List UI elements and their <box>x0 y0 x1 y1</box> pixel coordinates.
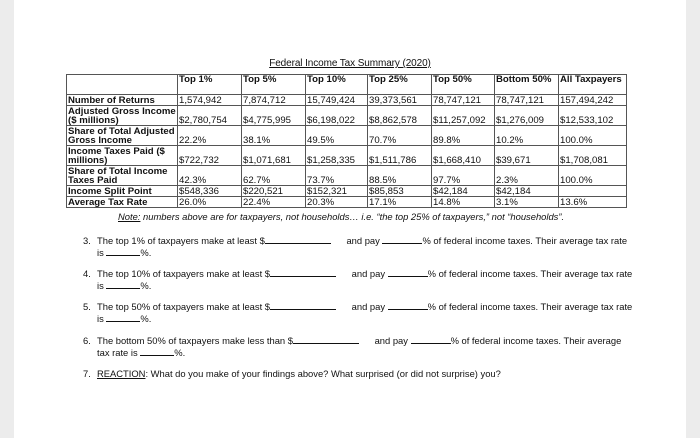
table-cell: 157,494,242 <box>559 95 627 106</box>
row-label: Income Split Point <box>67 186 178 197</box>
question-5 <box>83 301 643 324</box>
question-text: The top 1% of taxpayers make at least $ <box>97 235 265 246</box>
table-cell: $85,853 <box>368 186 432 197</box>
tax-summary-table <box>66 74 627 208</box>
table-cell: 3.1% <box>495 197 559 208</box>
table-cell: $1,071,681 <box>242 146 306 166</box>
answer-blank[interactable] <box>270 268 336 277</box>
answer-blank[interactable] <box>140 347 174 356</box>
question-text: is <box>97 312 104 324</box>
question-text: is <box>97 279 104 291</box>
answer-blank[interactable] <box>293 335 359 344</box>
question-number: 4. <box>83 268 91 279</box>
table-cell: $8,862,578 <box>368 106 432 126</box>
table-cell: $42,184 <box>495 186 559 197</box>
column-header: Top 25% <box>368 75 432 95</box>
question-text: and pay <box>346 235 380 246</box>
question-text: %. <box>140 279 152 291</box>
table-cell: 88.5% <box>368 166 432 186</box>
question-text: % of federal income taxes. Their average <box>450 335 622 346</box>
answer-blank[interactable] <box>106 247 140 256</box>
column-header: All Taxpayers <box>559 75 627 95</box>
table-cell: 15,749,424 <box>306 95 368 106</box>
answer-blank[interactable] <box>382 235 422 244</box>
table-header-row <box>67 75 627 95</box>
table-cell: 20.3% <box>306 197 368 208</box>
column-header: Bottom 50% <box>495 75 559 95</box>
table-cell: 7,874,712 <box>242 95 306 106</box>
question-4 <box>83 268 643 291</box>
question-number: 7. <box>83 368 91 379</box>
question-text: tax rate is <box>97 346 138 358</box>
table-row <box>67 197 627 208</box>
question-3 <box>83 235 643 258</box>
table-cell: 26.0% <box>178 197 242 208</box>
question-text: and pay <box>374 335 408 346</box>
table-cell: 13.6% <box>559 197 627 208</box>
table-row <box>67 166 627 186</box>
table-cell: 17.1% <box>368 197 432 208</box>
table-cell: 42.3% <box>178 166 242 186</box>
table-cell: $2,780,754 <box>178 106 242 126</box>
question-number: 6. <box>83 335 91 346</box>
table-cell: $4,775,995 <box>242 106 306 126</box>
table-cell: 62.7% <box>242 166 306 186</box>
table-cell: 39,373,561 <box>368 95 432 106</box>
question-text: The top 10% of taxpayers make at least $ <box>97 268 271 279</box>
table-row <box>67 106 627 126</box>
table-row <box>67 186 627 197</box>
table-cell: $1,668,410 <box>432 146 495 166</box>
table-cell: $1,258,335 <box>306 146 368 166</box>
question-6 <box>83 335 643 358</box>
table-cell: 22.4% <box>242 197 306 208</box>
question-text: %. <box>174 346 186 358</box>
answer-blank[interactable] <box>411 335 451 344</box>
table-cell: $6,198,022 <box>306 106 368 126</box>
question-text: and pay <box>351 301 386 312</box>
table-cell: $42,184 <box>432 186 495 197</box>
answer-blank[interactable] <box>106 313 140 322</box>
table-cell: $152,321 <box>306 186 368 197</box>
table-cell: 1,574,942 <box>178 95 242 106</box>
table-cell: 97.7% <box>432 166 495 186</box>
question-text: The bottom 50% of taxpayers make less than $ <box>97 335 293 346</box>
row-label: Share of Total Income Taxes Paid <box>67 166 178 186</box>
table-cell: $1,276,009 <box>495 106 559 126</box>
note-label: Note: <box>118 211 141 222</box>
question-text: %. <box>140 312 152 324</box>
table-cell: $12,533,102 <box>559 106 627 126</box>
table-cell: 38.1% <box>242 126 306 146</box>
question-text: and pay <box>351 268 386 279</box>
table-cell: 100.0% <box>559 126 627 146</box>
question-text: % of federal income taxes. Their average tax rate <box>427 301 633 312</box>
table-cell: 78,747,121 <box>495 95 559 106</box>
question-text: % of federal income taxes. Their average tax rate <box>427 268 633 279</box>
table-cell: $39,671 <box>495 146 559 166</box>
table-cell: $1,511,786 <box>368 146 432 166</box>
column-header: Top 5% <box>242 75 306 95</box>
column-header: Top 50% <box>432 75 495 95</box>
table-cell: 70.7% <box>368 126 432 146</box>
question-text: : What do you make of your findings above? What surprised (or did not surprise) you? <box>145 368 501 379</box>
question-text: % of federal income taxes. Their average tax rate <box>422 235 628 246</box>
question-text: is <box>97 246 104 258</box>
row-label: Number of Returns <box>67 95 178 106</box>
question-number: 3. <box>83 235 91 246</box>
question-number: 5. <box>83 301 91 312</box>
table-cell: $220,521 <box>242 186 306 197</box>
row-label: Adjusted Gross Income ($ millions) <box>68 106 176 126</box>
table-cell: 78,747,121 <box>432 95 495 106</box>
table-title: Federal Income Tax Summary (2020) <box>269 58 431 69</box>
table-cell: $548,336 <box>178 186 242 197</box>
reaction-label: REACTION <box>97 368 146 379</box>
table-cell: 100.0% <box>559 166 627 186</box>
table-row <box>67 146 627 166</box>
answer-blank[interactable] <box>265 235 331 244</box>
answer-blank[interactable] <box>270 301 336 310</box>
table-cell: 22.2% <box>178 126 242 146</box>
table-cell: 10.2% <box>495 126 559 146</box>
table-cell <box>559 186 627 197</box>
row-label: Average Tax Rate <box>67 197 178 208</box>
note-text: numbers above are for taxpayers, not households… i.e. “the top 25% of taxpayers,” not “households”. <box>140 211 565 222</box>
header-corner <box>67 75 178 95</box>
table-cell: $722,732 <box>178 146 242 166</box>
table-note <box>118 211 564 222</box>
table-cell: 2.3% <box>495 166 559 186</box>
answer-blank[interactable] <box>388 268 428 277</box>
table-cell: 14.8% <box>432 197 495 208</box>
question-text: The top 50% of taxpayers make at least $ <box>97 301 271 312</box>
column-header: Top 10% <box>306 75 368 95</box>
table-cell: $1,708,081 <box>559 146 627 166</box>
table-row <box>67 95 627 106</box>
row-label: Income Taxes Paid ($ millions) <box>67 146 178 166</box>
answer-blank[interactable] <box>106 280 140 289</box>
question-7-reaction <box>83 368 643 380</box>
table-cell: 73.7% <box>306 166 368 186</box>
table-cell: 49.5% <box>306 126 368 146</box>
question-text: %. <box>140 246 152 258</box>
column-header: Top 1% <box>178 75 242 95</box>
table-cell: 89.8% <box>432 126 495 146</box>
table-cell: $11,257,092 <box>432 106 495 126</box>
row-label: Share of Total Adjusted Gross Income <box>67 126 178 146</box>
table-row <box>67 126 627 146</box>
answer-blank[interactable] <box>388 301 428 310</box>
